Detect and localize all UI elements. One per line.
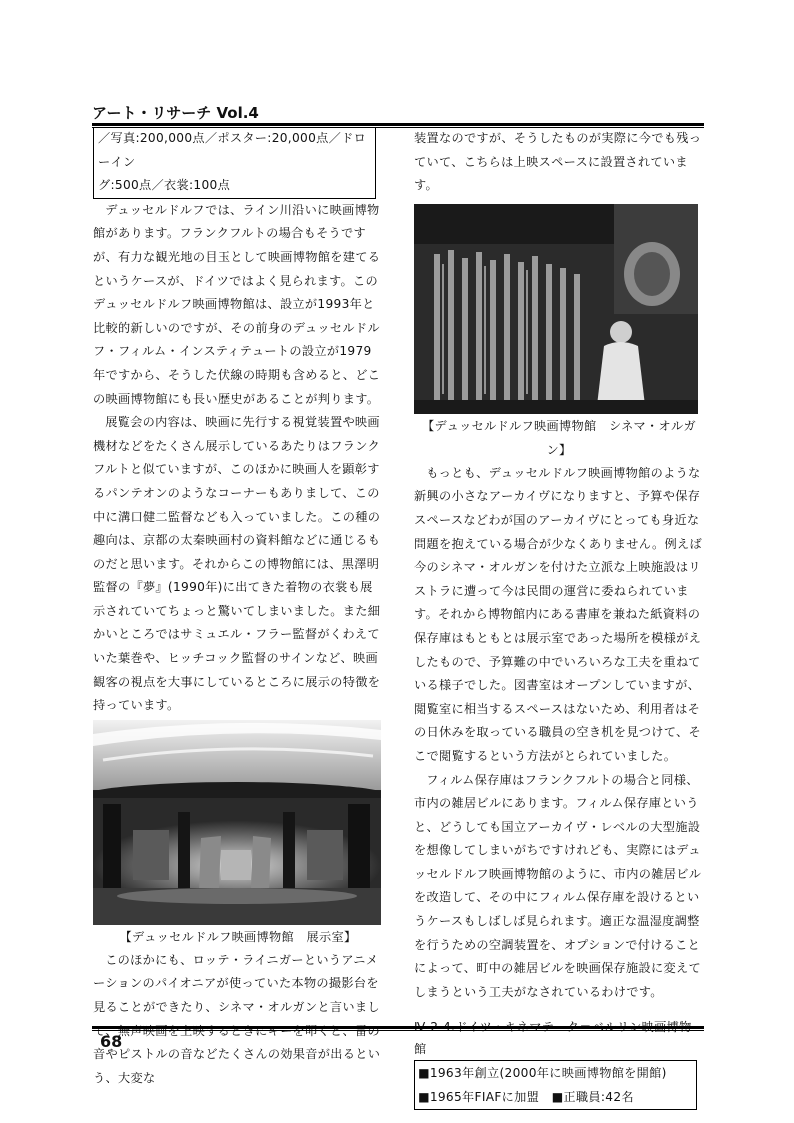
footer-rule bbox=[92, 1026, 704, 1031]
paragraph-archive-issues: もっとも、デュッセルドルフ映画博物館のような新興の小さなアーカイヴになりますと、予算や保存スペースなどわが国のアーカイヴにとっても身近な問題を抱えている場合が少なくありません。例えば今のシネマ・オルガンを付けた立派な上映施設はリストラに遭って今は民間の運営に委ねられています。それから博物館内にある書庫を兼ねた紙資料の保存庫はもともとは展示室であった場所を模様がえしたもので、予算難の中でいろいろな工夫を重ねている様子でした。図書室はオープンしていますが、閲覧室に相当するスペースはないため、利用者はその日休みを取っている職員の空き机を見つけて、そこで閲覧するという方法がとられていました。 bbox=[414, 465, 702, 763]
cinema-organ-photo bbox=[414, 204, 698, 414]
left-column bbox=[93, 127, 383, 1090]
section-heading: Ⅳ-2-4.ドイツ・キネマテーク＝ベルリン映画博物館 bbox=[414, 1020, 692, 1057]
paragraph-exhibition: 展覧会の内容は、映画に先行する視覚装置や映画機材などをたくさん展示しているあたりはフランクフルトと似ていますが、このほかに映画人を顕彰するパンテオンのようなコーナーもありまして、この中に溝口健二監督なども入っていました。この種の趣向は、京都の太秦映画村の資料館などに通じるものだと思います。それからこの博物館には、黒澤明監督の『夢』(1990年)に出てきた着物の衣裳も展示されていてちょっと驚いてしまいました。また細かいところではサミュエル・フラー監督がくわえていた葉巻や、ヒッチコック監督のサインなど、映画観客の視点を大事にしているところに展示の特徴を持っています。 bbox=[93, 415, 381, 713]
fact-fiaf-staff: ■1965年FIAFに加盟 ■正職員:42名 bbox=[418, 1090, 634, 1105]
page-number: 68 bbox=[100, 1032, 123, 1051]
exhibition-hall-image bbox=[93, 720, 381, 925]
paragraph-film-storage: フィルム保存庫はフランクフルトの場合と同様、市内の雑居ビルにあります。フィルム保存庫というと、どうしても国立アーカイヴ・レベルの大型施設を想像してしまいがちですけれども、実際にはデュッセルドルフ映画博物館のように、市内の雑居ビルを改造して、その中にフィルム保存庫を設けるというケースもしばしば見られます。適正な温湿度調整を行うための空調装置を、オプションで付けることによって、町中の雑居ビルを映画保存施設に変えてしまうという工夫がなされているわけです。 bbox=[414, 772, 702, 999]
paragraph-organ-continued: 装置なのですが、そうしたものが実際に今でも残っていて、こちらは上映スペースに設置されています。 bbox=[414, 131, 702, 193]
collection-line-1: ／写真:200,000点／ポスター:20,000点／ドローイン bbox=[98, 131, 367, 169]
fact-founded: ■1963年創立(2000年に映画博物館を開館) bbox=[418, 1066, 667, 1081]
paragraph-dusseldorf-intro: デュッセルドルフでは、ライン川沿いに映画博物館があります。フランクフルトの場合もそうですが、有力な観光地の目玉として映画博物館を建てるというケースが、ドイツではよく見られます。このデュッセルドルフ映画博物館は、設立が1993年と比較的新しいのですが、その前身のデュッセルドルフ・フィルム・インスティテュートの設立が1979年ですから、そうした伏線の時期も含めると、どこの映画博物館にも長い歴史があることが判ります。 bbox=[93, 202, 381, 406]
facts-box bbox=[414, 1060, 697, 1110]
exhibition-hall-photo bbox=[93, 720, 381, 925]
right-column bbox=[414, 127, 704, 1110]
cinema-organ-caption: 【デュッセルドルフ映画博物館 シネマ・オルガン】 bbox=[422, 418, 696, 457]
paragraph-reiniger: このほかにも、ロッテ・ライニガーというアニメーションのパイオニアが使っていた本物の撮影台を見ることができたり、シネマ・オルガンと言いまして、無声映画を上映するときにキーを叩くと、雷の音やピストルの音などたくさんの効果音が出るという、大変な bbox=[93, 952, 381, 1085]
collection-box bbox=[93, 127, 376, 199]
collection-line-2: グ:500点／衣裳:100点 bbox=[98, 178, 231, 193]
exhibition-hall-caption: 【デュッセルドルフ映画博物館 展示室】 bbox=[119, 929, 357, 944]
running-header: アート・リサーチ Vol.4 bbox=[92, 104, 259, 122]
cinema-organ-image bbox=[414, 204, 698, 414]
